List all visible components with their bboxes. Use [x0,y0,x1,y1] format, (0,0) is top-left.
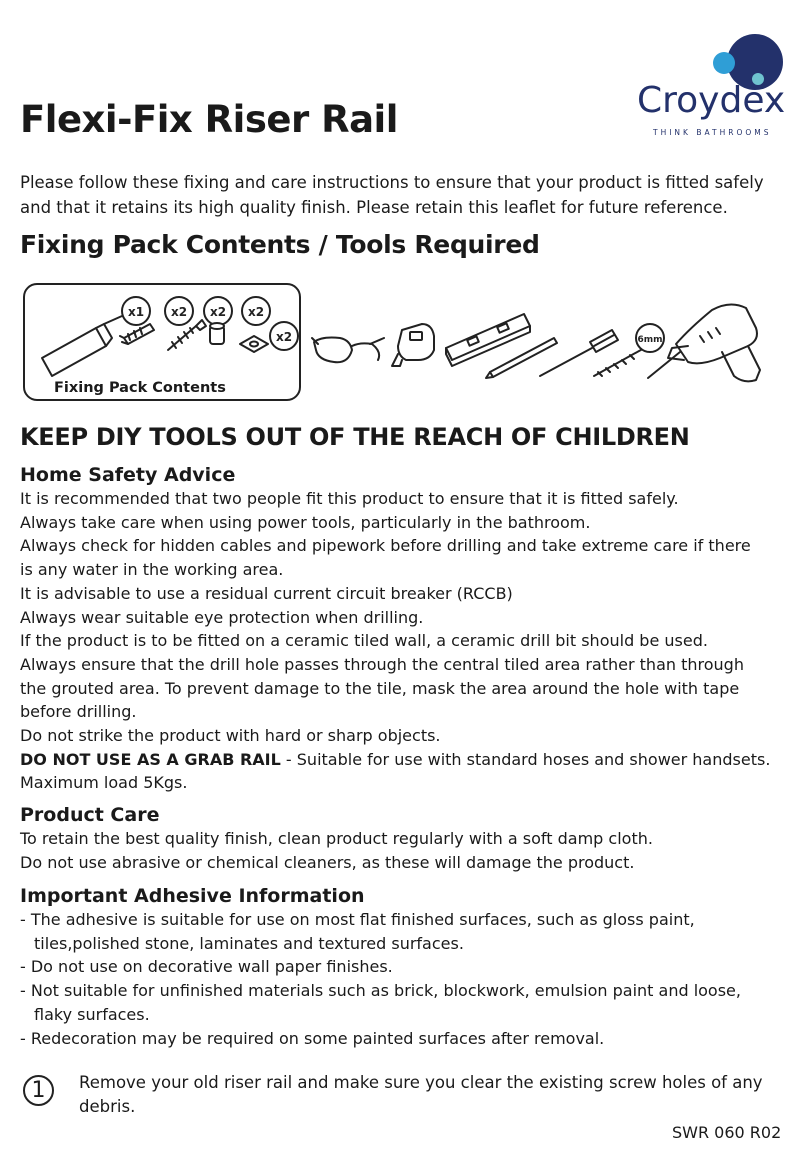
document-code: SWR 060 R02 [672,1123,782,1142]
safety-line: Always wear suitable eye protection when drilling. [20,607,424,627]
adhesive-list [20,908,795,1050]
home-safety-list [20,487,795,795]
safety-line: the grouted area. To prevent damage to the tile, mask the area around the hole with tape [20,678,740,698]
safety-line: If the product is to be fitted on a ceramic tiled wall, a ceramic drill bit should be used. [20,631,708,651]
max-load: Maximum load 5Kgs. [20,773,188,793]
adhesive-line: - The adhesive is suitable for use on most flat finished surfaces, such as gloss paint, [20,910,695,929]
adhesive-heading: Important Adhesive Information [20,885,365,907]
logo-tagline: THINK BATHROOMS [653,128,772,137]
drill-bit-icon [594,346,648,376]
quantity-badge-3 [204,297,232,325]
power-drill-icon [648,304,760,381]
adhesive-line: - Do not use on decorative wall paper finishes. [20,957,393,977]
tape-measure-icon [392,324,434,366]
safety-line: Always check for hidden cables and pipework before drilling and take extreme care if there [20,536,751,556]
safety-line: is any water in the working area. [20,560,284,580]
logo-blue-circle [713,52,735,74]
grab-rail-bold: DO NOT USE AS A GRAB RAIL [20,749,281,769]
logo-wordmark: Croydex [637,80,786,121]
adhesive-tube-icon [42,316,122,376]
drill-bit-size-badge [636,324,664,352]
product-care-heading: Product Care [20,804,160,826]
safety-line: Do not strike the product with hard or sharp objects. [20,726,441,746]
svg-text:x2: x2 [209,305,227,319]
home-safety-heading: Home Safety Advice [20,464,236,486]
svg-text:x2: x2 [170,305,188,319]
adhesive-line: - Not suitable for unfinished materials such as brick, blockwork, emulsion paint and loose, [20,981,741,1001]
svg-text:x2: x2 [275,330,293,344]
grab-rail-warning [20,748,795,772]
fixing-pack-label: Fixing Pack Contents [54,380,226,396]
quantity-badge-2 [165,297,193,325]
spacer-icon [210,323,224,344]
care-line: To retain the best quality finish, clean product regularly with a soft damp cloth. [20,829,653,848]
wall-plug-icon [120,324,154,344]
safety-line: Always ensure that the drill hole passes through the central tiled area rather than through [20,654,744,674]
square-washer-icon [240,336,268,352]
step-number-badge: 1 [23,1075,54,1106]
adhesive-line: flaky surfaces. [34,1004,150,1024]
quantity-badge-5 [270,322,298,350]
care-line: Do not use abrasive or chemical cleaners, as these will damage the product. [20,852,635,872]
fixing-section-heading: Fixing Pack Contents / Tools Required [20,230,540,259]
svg-text:6mm: 6mm [637,335,663,345]
safety-line: Always take care when using power tools, particularly in the bathroom. [20,512,591,532]
adhesive-line: tiles,polished stone, laminates and textured surfaces. [34,933,464,953]
intro-text: Please follow these fixing and care instructions to ensure that your product is fitted safely and that it retains its high quality finish. Please retain this leaflet for future reference. [20,173,764,217]
safety-line: It is recommended that two people fit this product to ensure that it is fitted safely. [20,489,679,508]
page-title: Flexi-Fix Riser Rail [20,98,398,141]
quantity-badge-1 [122,297,150,325]
warning-heading: KEEP DIY TOOLS OUT OF THE REACH OF CHILDREN [20,423,690,451]
adhesive-line: - Redecoration may be required on some painted surfaces after removal. [20,1028,605,1048]
safety-glasses-icon [312,338,384,363]
svg-text:x1: x1 [127,305,145,319]
quantity-badge-4 [242,297,270,325]
product-care-list [20,827,795,874]
step-instruction: Remove your old riser rail and make sure you clear the existing screw holes of any debris. [79,1073,763,1116]
tools-illustration [0,280,808,405]
grab-rail-rest: - Suitable for use with standard hoses and shower handsets. [280,749,771,769]
safety-line: before drilling. [20,702,137,722]
safety-line: It is advisable to use a residual current circuit breaker (RCCB) [20,583,513,603]
croydex-logo [625,15,795,144]
svg-text:x2: x2 [247,305,265,319]
